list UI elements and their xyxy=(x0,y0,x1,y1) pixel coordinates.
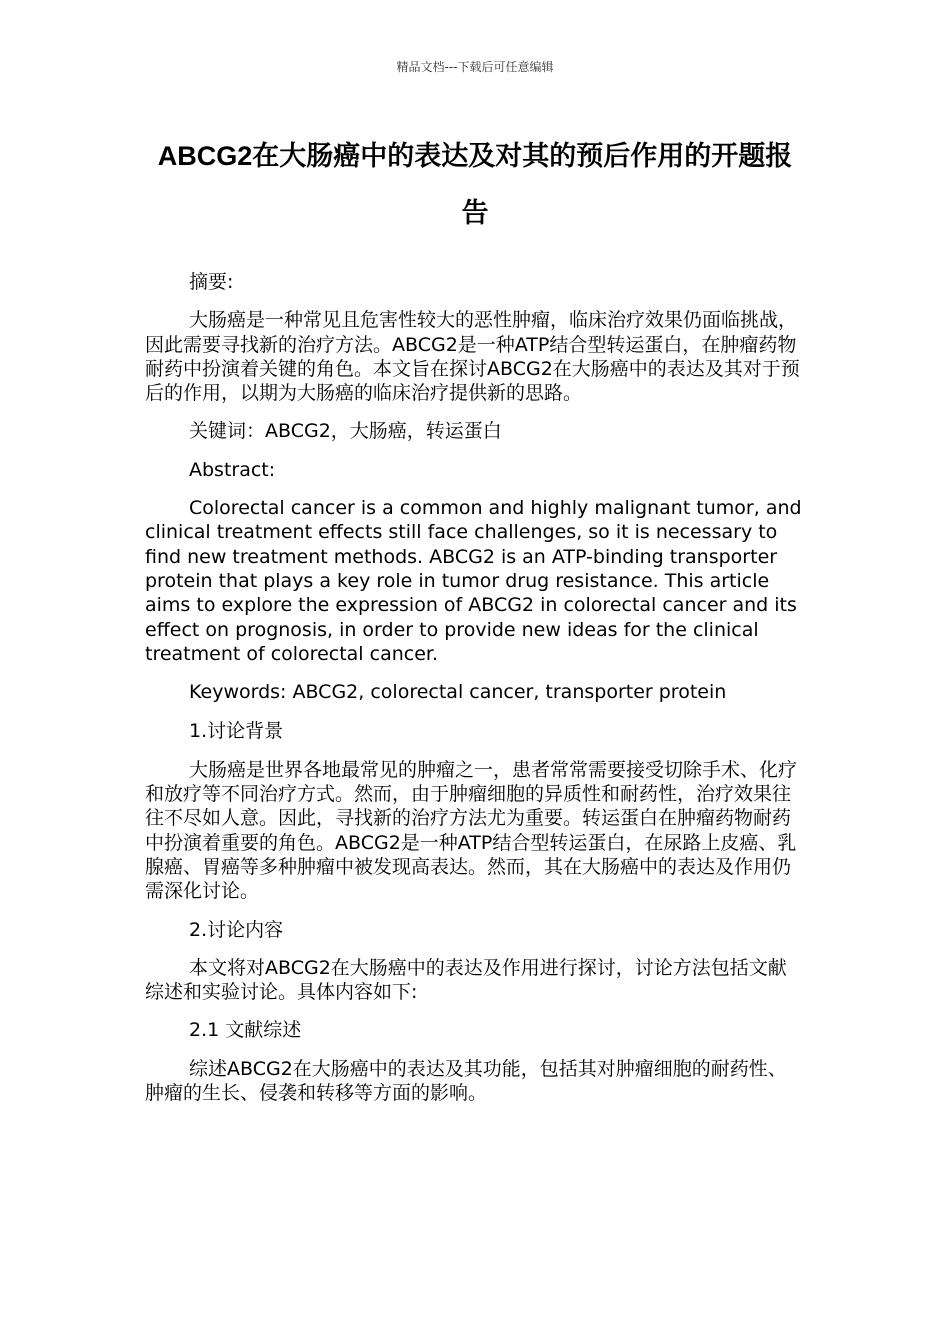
abstract-body: 大肠癌是一种常见且危害性较大的恶性肿瘤，临床治疗效果仍面临挑战，因此需要寻找新的治疗方法。ABCG2是一种ATP结合型转运蛋白，在肿瘤药物耐药中扮演着关键的角色。本文旨在探讨ABCG2在大肠癌中的表达及其对于预后的作用，以期为大肠癌的临床治疗提供新的思路。 xyxy=(145,309,800,405)
document-body xyxy=(145,270,805,1119)
section-2-body: 本文将对ABCG2在大肠癌中的表达及作用进行探讨，讨论方法包括文献综述和实验讨论。具体内容如下: xyxy=(145,956,787,1004)
section-1-heading: 1.讨论背景 xyxy=(189,720,284,743)
section-2-1-body: 综述ABCG2在大肠癌中的表达及其功能，包括其对肿瘤细胞的耐药性、肿瘤的生长、侵袭和转移等方面的影响。 xyxy=(145,1057,787,1105)
header-note: 精品文档---下载后可任意编辑 xyxy=(396,60,554,74)
abstract-en-keywords: Keywords: ABCG2, colorectal cancer, transporter protein xyxy=(189,681,727,704)
page-title: ABCG2在大肠癌中的表达及对其的预后作用的开题报告 xyxy=(157,141,793,228)
abstract-en-body: Colorectal cancer is a common and highly malignant tumor, and clinical treatment effects still face challenges, so it is necessary to find new treatment methods. ABCG2 is an ATP-binding transporter protein that plays a key role in tumor drug resistance. This article aims to explore the expression of ABCG2 in colorectal cancer and its effect on prognosis, in order to provide new ideas for the clinical treatment of colorectal cancer. xyxy=(145,497,802,665)
abstract-en-label: Abstract: xyxy=(189,458,276,481)
abstract-keywords: 关键词：ABCG2，大肠癌，转运蛋白 xyxy=(189,420,502,443)
section-2-heading: 2.讨论内容 xyxy=(189,918,284,941)
abstract-label: 摘要: xyxy=(189,271,234,293)
section-2-1-heading: 2.1 文献综述 xyxy=(189,1019,302,1042)
section-1-body: 大肠癌是世界各地最常见的肿瘤之一，患者常常需要接受切除手术、化疗和放疗等不同治疗方式。然而，由于肿瘤细胞的异质性和耐药性，治疗效果往往不尽如人意。因此，寻找新的治疗方法尤为重要。转运蛋白在肿瘤药物耐药中扮演着重要的角色。ABCG2是一种ATP结合型转运蛋白，在尿路上皮癌、乳腺癌、胃癌等多种肿瘤中被发现高表达。然而，其在大肠癌中的表达及作用仍需深化讨论。 xyxy=(145,758,798,903)
